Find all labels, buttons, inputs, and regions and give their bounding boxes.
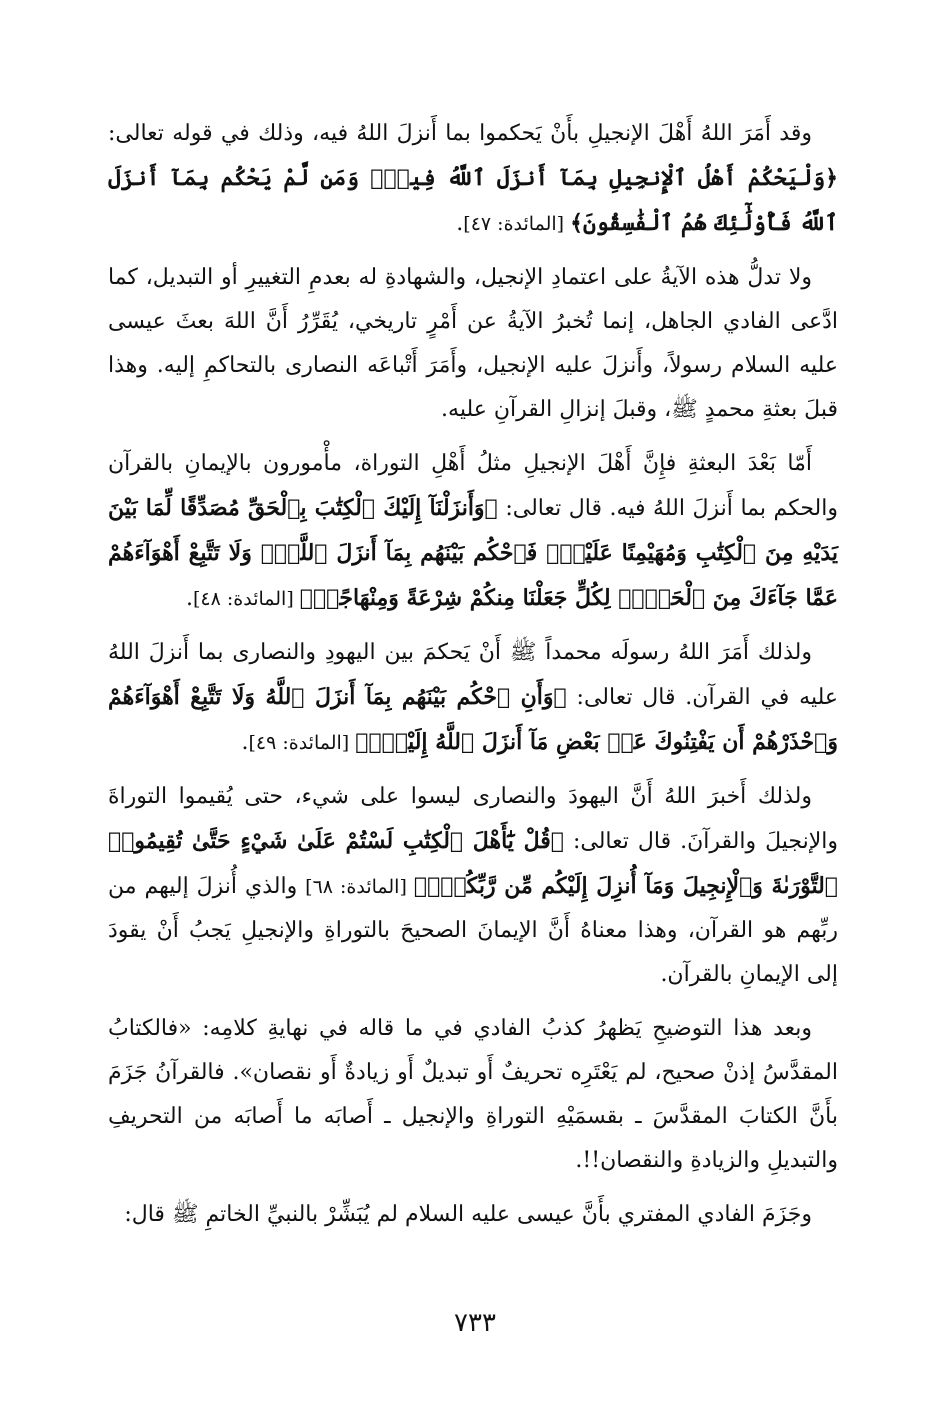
quran-verse-4: ﴿قُلْ يَٰٓأَهْلَ ٱلْكِتَٰبِ لَسْتُمْ عَلَىٰ شَيْءٍ حَتَّىٰ تُقِيمُوا۟ ٱلتَّوْرَىٰةَ وَٱلْإِنجِيلَ وَمَآ أُنزِلَ إِلَيْكُم مِّن رَّبِّكُمْۗ﴾ bbox=[108, 828, 838, 899]
verse-citation-1: [المائدة: ٤٧] bbox=[463, 213, 571, 235]
verse-citation-3: [المائدة: ٤٩] bbox=[248, 732, 356, 754]
paragraph-3-tail: . bbox=[185, 586, 193, 611]
paragraph-7-text: وجَزَمَ الفادي المفتري بأَنَّ عيسى عليه السلام لم يُبَشِّرْ بالنبيِّ الخاتمِ ﷺ قال: bbox=[124, 1202, 812, 1227]
paragraph-5 bbox=[108, 775, 838, 997]
paragraph-4-tail: . bbox=[241, 730, 249, 755]
quran-verse-1: ﴿وَلْيَحْكُمْ أَهْلُ ٱلْإِنجِيلِ بِمَآ أَنزَلَ ٱللَّهُ فِيهِۚ وَمَن لَّمْ يَحْكُم بِمَآ أَنزَلَ ٱللَّهُ فَأُوْلَٰٓئِكَ هُمُ ٱلْفَٰسِقُونَ﴾ bbox=[108, 165, 838, 236]
paragraph-1-tail: . bbox=[456, 211, 464, 236]
paragraph-3-text: أَمّا بَعْدَ البعثةِ فإِنَّ أَهْلَ الإنجيلِ مثلُ أَهْلِ التوراة، مأْمورون بالإيمانِ بالقرآن والحكم بما أَنزلَ اللهُ فيه. قال تعالى: bbox=[108, 451, 838, 521]
paragraph-5-tail: والذي أُنزلَ إليهم من ربِّهم هو القرآن، وهذا معناهُ أَنَّ الإيمانَ الصحيحَ بالتوراةِ والإنجيلِ يَجبُ أَنْ يقودَ إلى الإيمانِ بالقرآن. bbox=[108, 874, 838, 987]
verse-citation-4: [المائدة: ٦٨] bbox=[305, 876, 414, 898]
paragraph-5-text: ولذلك أَخبرَ اللهُ أَنَّ اليهودَ والنصارى ليسوا على شيء، حتى يُقيموا التوراةَ والإنجيلَ والقرآنَ. قال تعالى: bbox=[108, 784, 838, 854]
paragraph-7 bbox=[108, 1193, 838, 1237]
paragraph-4-text: ولذلك أَمَرَ اللهُ رسولَه محمداً ﷺ أَنْ يَحكمَ بين اليهودِ والنصارى بما أَنزلَ اللهُ عليه في القرآن. قال تعالى: bbox=[108, 640, 838, 710]
paragraph-2 bbox=[108, 256, 838, 432]
page-body bbox=[108, 112, 838, 1243]
page-number: ٧٣٣ bbox=[454, 1308, 496, 1338]
paragraph-6-text: وبعد هذا التوضيحِ يَظهرُ كذبُ الفادي في ما قاله في نهايةِ كلامِه: «فالكتابُ المقدَّسُ إذنْ صحيح، لم يَعْتَرِه تحريفٌ أَو تبديلٌ أَو زيادةٌ أَو نقصان». فالقرآنُ جَزَمَ بأَنَّ الكتابَ المقدَّسَ ـ بقسمَيْهِ التوراةِ والإنجيل ـ أَصابَه ما أَصابَه من التحريفِ والتبديلِ والزيادةِ والنقصان!!. bbox=[108, 1016, 838, 1173]
paragraph-3 bbox=[108, 442, 838, 621]
quran-verse-3: ﴿وَأَنِ ٱحْكُم بَيْنَهُم بِمَآ أَنزَلَ ٱللَّهُ وَلَا تَتَّبِعْ أَهْوَآءَهُمْ وَٱحْذَرْهُمْ أَن يَفْتِنُوكَ عَنۢ بَعْضِ مَآ أَنزَلَ ٱللَّهُ إِلَيْكَۖ﴾ bbox=[108, 684, 838, 755]
quran-verse-2: ﴿وَأَنزَلْنَآ إِلَيْكَ ٱلْكِتَٰبَ بِٱلْحَقِّ مُصَدِّقًا لِّمَا بَيْنَ يَدَيْهِ مِنَ ٱلْكِتَٰبِ وَمُهَيْمِنًا عَلَيْهِۖ فَٱحْكُم بَيْنَهُم بِمَآ أَنزَلَ ٱللَّهُۖ وَلَا تَتَّبِعْ أَهْوَآءَهُمْ عَمَّا جَآءَكَ مِنَ ٱلْحَقِّۚ لِكُلٍّ جَعَلْنَا مِنكُمْ شِرْعَةً وَمِنْهَاجًاۚ﴾ bbox=[108, 495, 838, 611]
verse-citation-2: [المائدة: ٤٨] bbox=[192, 588, 300, 610]
paragraph-2-text: ولا تدلُّ هذه الآيةُ على اعتمادِ الإنجيل، والشهادةِ له بعدمِ التغييرِ أو التبديل، كما ادَّعى الفادي الجاهل، إنما تُخبرُ الآيةُ عن أَمْرٍ تاريخي، يُقَرِّرُ أَنَّ اللهَ بعثَ عيسى عليه السلام رسولاً، وأَنزلَ عليه الإنجيل، وأَمَرَ أَتْباعَه النصارى بالتحاكمِ إليه. وهذا قبلَ بعثةِ محمدٍ ﷺ، وقبلَ إنزالِ القرآنِ عليه. bbox=[108, 265, 838, 422]
paragraph-1 bbox=[108, 112, 838, 246]
paragraph-1-text: وقد أَمَرَ اللهُ أَهْلَ الإنجيلِ بأَنْ يَحكموا بما أَنزلَ اللهُ فيه، وذلك في قوله تعالى: bbox=[108, 121, 812, 146]
paragraph-6 bbox=[108, 1007, 838, 1183]
paragraph-4 bbox=[108, 631, 838, 765]
